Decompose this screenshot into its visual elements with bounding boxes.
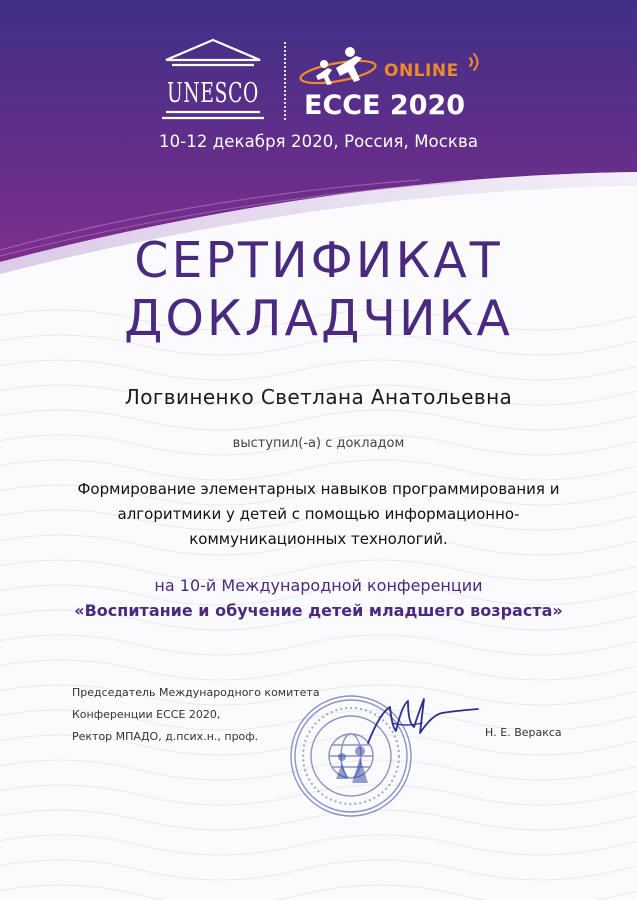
report-title-line3: коммуникационных технологий. bbox=[189, 530, 448, 548]
conference-name bbox=[20, 573, 617, 623]
recipient-name: Логвиненко Светлана Анатольевна bbox=[124, 385, 513, 409]
ecce-logo bbox=[298, 42, 498, 122]
certificate-title-line2: ДОКЛАДЧИКА bbox=[124, 290, 513, 347]
signature-icon bbox=[362, 693, 482, 755]
conference-line2: «Воспитание и обучение детей младшего возраста» bbox=[74, 601, 563, 620]
certificate-title-line1: СЕРТИФИКАТ bbox=[134, 232, 503, 289]
presented-text: выступил(-а) с докладом bbox=[232, 436, 405, 451]
signer-title-line2: Конференции ECCE 2020, bbox=[72, 708, 221, 721]
event-online-label: ONLINE bbox=[384, 61, 459, 81]
wifi-signal-icon bbox=[470, 54, 478, 70]
conference-line1: на 10-й Международной конференции bbox=[154, 576, 483, 595]
signer-title bbox=[72, 682, 320, 748]
children-figures-icon bbox=[316, 47, 362, 85]
signer-title-line3: Ректор МПАДО, д.псих.н., проф. bbox=[72, 730, 259, 743]
unesco-logo-text: UNESCO bbox=[167, 78, 259, 109]
event-name: ECCE 2020 bbox=[304, 90, 466, 121]
event-date-place: 10-12 декабря 2020, Россия, Москва bbox=[158, 132, 479, 151]
signer-title-line1: Председатель Международного комитета bbox=[72, 686, 320, 699]
report-title-line1: Формирование элементарных навыков программирования и bbox=[77, 480, 560, 498]
report-title bbox=[40, 477, 597, 552]
report-title-line2: алгоритмики у детей с помощью информационно- bbox=[117, 505, 520, 523]
signer-name: Н. Е. Веракса bbox=[485, 726, 562, 739]
unesco-logo-icon bbox=[160, 38, 266, 126]
logo-divider bbox=[284, 42, 286, 120]
